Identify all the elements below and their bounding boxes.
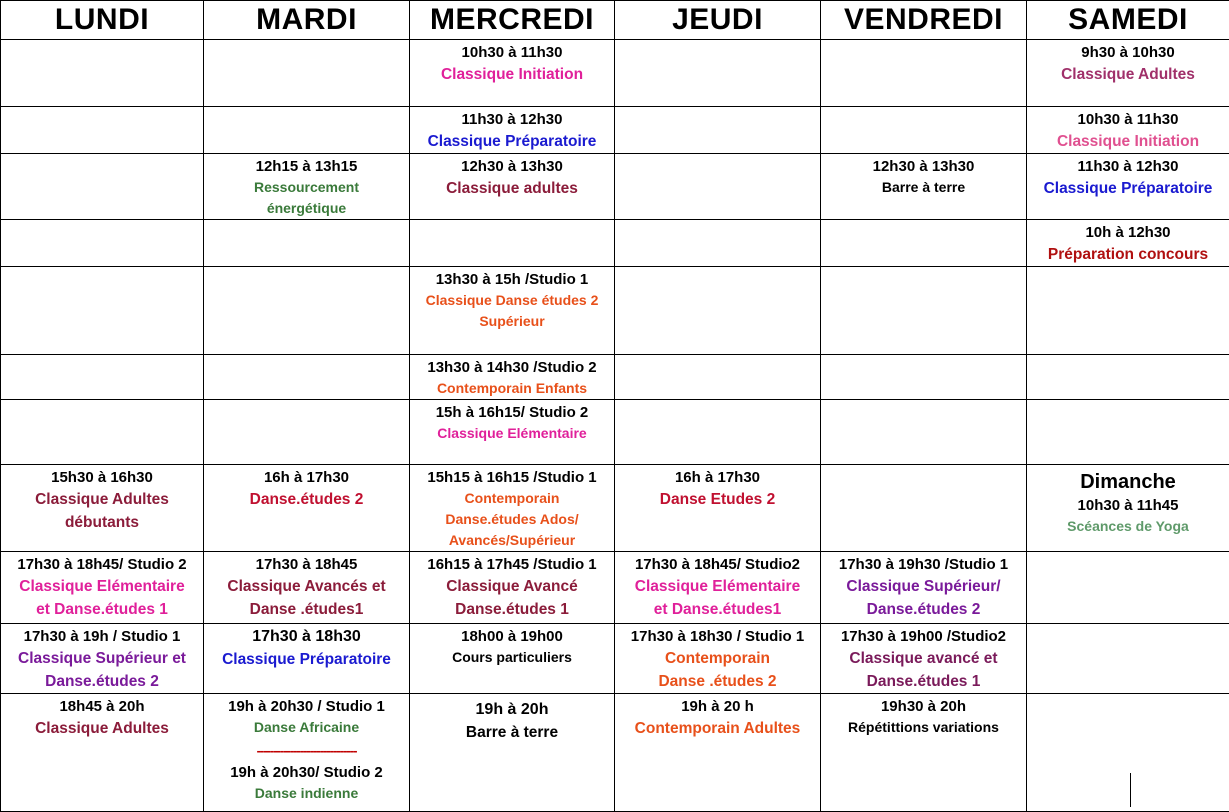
course-cell — [1027, 107, 1229, 154]
cell — [821, 400, 1027, 465]
course-time: 16h à 17h30 — [205, 467, 408, 488]
course-name: Classique avancé et — [822, 647, 1025, 670]
schedule-row — [1, 355, 1229, 400]
schedule-row — [1, 400, 1229, 465]
course-cell — [410, 40, 615, 107]
course-cell — [1, 624, 204, 694]
course-name: et Danse.études 1 — [2, 598, 202, 621]
course-time: 10h30 à 11h45 — [1028, 495, 1228, 516]
course-cell — [204, 694, 410, 812]
cell — [204, 400, 410, 465]
course-cell — [204, 552, 410, 624]
course-time: 18h00 à 19h00 — [411, 626, 613, 647]
course-name: Danse.études 2 — [205, 488, 408, 511]
course-time: 10h30 à 11h30 — [1028, 109, 1228, 130]
schedule-row — [1, 267, 1229, 355]
course-time: 17h30 à 19h30 /Studio 1 — [822, 554, 1025, 575]
cell — [615, 267, 821, 355]
schedule-row — [1, 465, 1229, 552]
course-name: Barre à terre — [822, 177, 1025, 198]
day-header-vendredi: VENDREDI — [821, 1, 1027, 40]
cell — [821, 465, 1027, 552]
course-cell — [410, 552, 615, 624]
course-name: Contemporain Adultes — [616, 717, 819, 740]
course-name: Danse.études 1 — [411, 598, 613, 621]
course-cell — [615, 465, 821, 552]
course-cell — [204, 465, 410, 552]
schedule-row — [1, 624, 1229, 694]
course-time: 13h30 à 15h /Studio 1 — [411, 269, 613, 290]
course-name: Danse.études Ados/ — [411, 509, 613, 530]
schedule-row — [1, 107, 1229, 154]
course-time: 17h30 à 18h45 — [205, 554, 408, 575]
course-name: Danse Africaine — [205, 717, 408, 738]
course-cell — [204, 624, 410, 694]
course-time: 12h30 à 13h30 — [411, 156, 613, 177]
course-name: Classique Initiation — [411, 63, 613, 86]
course-cell — [410, 267, 615, 355]
cell — [204, 220, 410, 267]
cell — [821, 40, 1027, 107]
course-time: 13h30 à 14h30 /Studio 2 — [411, 357, 613, 378]
course-cell — [410, 465, 615, 552]
course-cell — [410, 400, 615, 465]
course-name: Avancés/Supérieur — [411, 530, 613, 551]
course-name: Danse Etudes 2 — [616, 488, 819, 511]
course-time: 17h30 à 18h45/ Studio 2 — [2, 554, 202, 575]
course-name: Classique Avancé — [411, 575, 613, 598]
course-time: 11h30 à 12h30 — [411, 109, 613, 130]
cell — [1, 107, 204, 154]
cell — [1, 40, 204, 107]
course-name: et Danse.études1 — [616, 598, 819, 621]
cell — [615, 400, 821, 465]
course-name: débutants — [2, 511, 202, 534]
course-name: Préparation concours — [1028, 243, 1228, 266]
cell — [615, 107, 821, 154]
course-time: 17h30 à 18h45/ Studio2 — [616, 554, 819, 575]
course-name: Danse .études1 — [205, 598, 408, 621]
course-cell — [1, 552, 204, 624]
day-header-mercredi: MERCREDI — [410, 1, 615, 40]
schedule-row — [1, 40, 1229, 107]
course-cell — [1, 694, 204, 812]
course-time: 12h30 à 13h30 — [822, 156, 1025, 177]
cell — [1027, 694, 1229, 812]
cell — [1, 267, 204, 355]
day-header-jeudi: JEUDI — [615, 1, 821, 40]
course-time: 12h15 à 13h15 — [205, 156, 408, 177]
course-time: 19h à 20h30/ Studio 2 — [205, 762, 408, 783]
cursor-line — [1130, 773, 1131, 807]
cell — [204, 40, 410, 107]
course-cell — [410, 154, 615, 220]
course-time: 17h30 à 18h30 / Studio 1 — [616, 626, 819, 647]
course-name: Barre à terre — [411, 721, 613, 744]
course-name: Scéances de Yoga — [1028, 516, 1228, 537]
schedule-row — [1, 154, 1229, 220]
schedule-row — [1, 220, 1229, 267]
cell — [615, 40, 821, 107]
schedule-row — [1, 694, 1229, 812]
course-name: Danse.études 2 — [2, 670, 202, 693]
header-row — [1, 1, 1229, 40]
course-cell — [1027, 465, 1229, 552]
cell — [1027, 624, 1229, 694]
cell — [1027, 267, 1229, 355]
course-time: 16h à 17h30 — [616, 467, 819, 488]
course-cell — [410, 107, 615, 154]
course-name: Classique Elémentaire — [616, 575, 819, 598]
course-cell — [1027, 154, 1229, 220]
course-time: 11h30 à 12h30 — [1028, 156, 1228, 177]
course-cell — [204, 154, 410, 220]
cell — [615, 355, 821, 400]
course-time: 19h à 20h30 / Studio 1 — [205, 696, 408, 717]
cell — [1, 355, 204, 400]
course-time: 19h à 20 h — [616, 696, 819, 717]
course-name: Classique Supérieur et — [2, 647, 202, 670]
course-time: 16h15 à 17h45 /Studio 1 — [411, 554, 613, 575]
course-time: 17h30 à 19h / Studio 1 — [2, 626, 202, 647]
course-cell — [821, 694, 1027, 812]
course-name: Danse.études 2 — [822, 598, 1025, 621]
course-time: 10h à 12h30 — [1028, 222, 1228, 243]
course-name: Contemporain — [411, 488, 613, 509]
course-time: 19h à 20h — [411, 699, 613, 721]
day-header-lundi: LUNDI — [1, 1, 204, 40]
cell — [821, 220, 1027, 267]
cell — [821, 355, 1027, 400]
cell — [204, 267, 410, 355]
course-cell — [1, 465, 204, 552]
course-cell — [410, 624, 615, 694]
course-name: Classique Préparatoire — [411, 130, 613, 153]
course-name: Classique Initiation — [1028, 130, 1228, 153]
course-cell — [821, 624, 1027, 694]
cell — [821, 267, 1027, 355]
course-name: Danse .études 2 — [616, 670, 819, 693]
course-cell — [615, 694, 821, 812]
course-name: Cours particuliers — [411, 647, 613, 668]
cell — [1027, 400, 1229, 465]
schedule-row — [1, 552, 1229, 624]
course-name: Classique Adultes — [1028, 63, 1228, 86]
cell — [204, 107, 410, 154]
course-name: Classique Avancés et — [205, 575, 408, 598]
day-header-mardi: MARDI — [204, 1, 410, 40]
course-name: Classique Elémentaire — [2, 575, 202, 598]
course-time: 18h45 à 20h — [2, 696, 202, 717]
sunday-label: Dimanche — [1028, 469, 1228, 495]
cell — [1027, 552, 1229, 624]
course-time: 15h30 à 16h30 — [2, 467, 202, 488]
course-name: Contemporain Enfants — [411, 378, 613, 399]
course-time: 19h30 à 20h — [822, 696, 1025, 717]
course-name: Classique Supérieur/ — [822, 575, 1025, 598]
cell — [821, 107, 1027, 154]
course-name: Contemporain — [616, 647, 819, 670]
cell — [615, 154, 821, 220]
course-cell — [410, 355, 615, 400]
cell — [615, 220, 821, 267]
cell — [1, 400, 204, 465]
course-cell — [1027, 40, 1229, 107]
course-name: Classique Préparatoire — [205, 648, 408, 671]
separator-dashes: ------------------------------ — [215, 744, 398, 758]
cell — [410, 220, 615, 267]
course-time: 10h30 à 11h30 — [411, 42, 613, 63]
course-cell — [410, 694, 615, 812]
course-name: Danse.études 1 — [822, 670, 1025, 693]
course-name: Supérieur — [411, 311, 613, 332]
course-cell — [615, 552, 821, 624]
course-name: Répétittions variations — [822, 717, 1025, 738]
course-name: Danse indienne — [205, 783, 408, 804]
course-time: 15h15 à 16h15 /Studio 1 — [411, 467, 613, 488]
course-name: énergétique — [205, 198, 408, 219]
course-cell — [1027, 220, 1229, 267]
cell — [1027, 355, 1229, 400]
course-name: Classique Préparatoire — [1028, 177, 1228, 200]
course-time: 17h30 à 19h00 /Studio2 — [822, 626, 1025, 647]
course-name: Ressourcement — [205, 177, 408, 198]
cell — [1, 154, 204, 220]
course-name: Classique Adultes — [2, 717, 202, 740]
course-time: 17h30 à 18h30 — [205, 626, 408, 648]
course-name: Classique Elémentaire — [411, 423, 613, 444]
course-name: Classique adultes — [411, 177, 613, 200]
course-cell — [615, 624, 821, 694]
course-cell — [821, 154, 1027, 220]
course-cell — [821, 552, 1027, 624]
course-time: 15h à 16h15/ Studio 2 — [411, 402, 613, 423]
course-name: Classique Adultes — [2, 488, 202, 511]
cell — [204, 355, 410, 400]
cell — [1, 220, 204, 267]
day-header-samedi: SAMEDI — [1027, 1, 1229, 40]
course-name: Classique Danse études 2 — [411, 290, 613, 311]
course-time: 9h30 à 10h30 — [1028, 42, 1228, 63]
